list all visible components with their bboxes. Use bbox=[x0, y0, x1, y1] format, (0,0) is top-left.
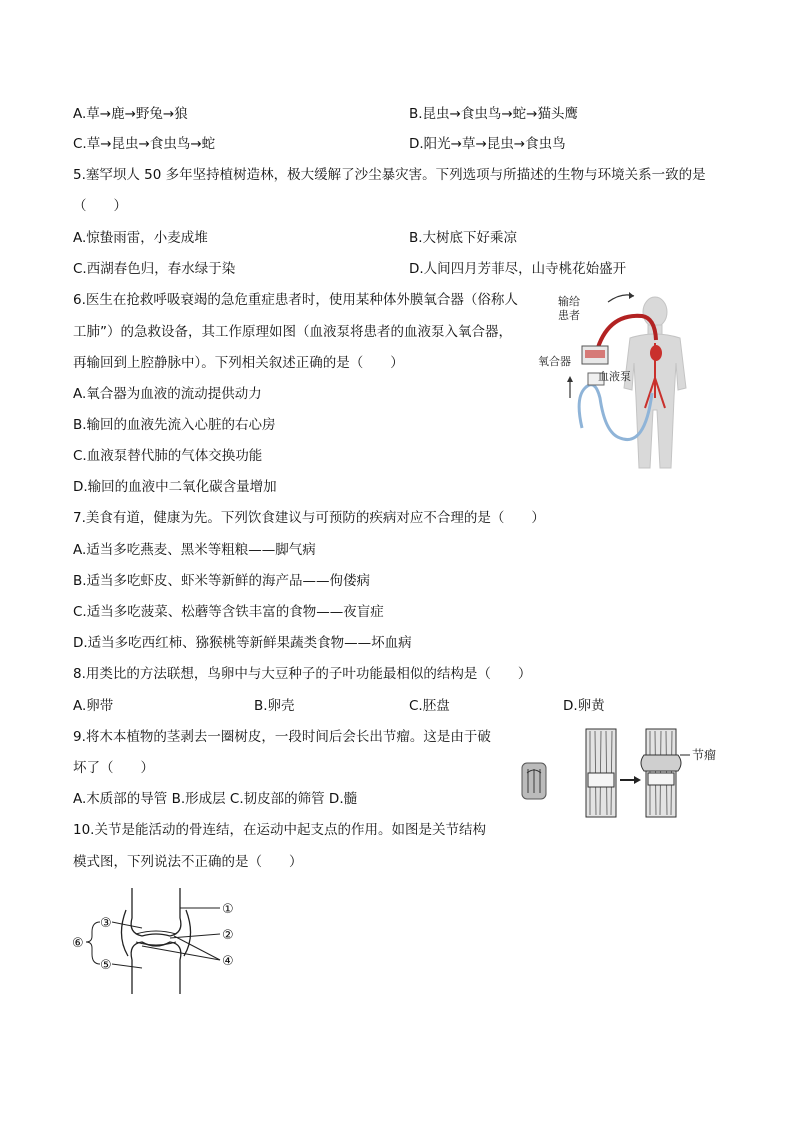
girdled-stem-before bbox=[586, 729, 616, 817]
q9-options: A.木质部的导管 B.形成层 C.韧皮部的筛管 D.髓 bbox=[73, 791, 358, 807]
q10-stem-line1: 10.关节是能活动的骨连结，在运动中起支点的作用。如图是关节结构 bbox=[73, 822, 486, 838]
joint-label-1: ① bbox=[222, 902, 234, 917]
q8-option-d: D.卵黄 bbox=[563, 698, 605, 714]
q8-stem: 8.用类比的方法联想，鸟卵中与大豆种子的子叶功能最相似的结构是（ ） bbox=[73, 666, 532, 682]
ecmo-label-return-line2: 患者 bbox=[558, 309, 580, 322]
q9-stem-line2: 坏了（ ） bbox=[73, 760, 154, 776]
joint-label-4: ④ bbox=[222, 954, 234, 969]
q5-option-b: B.大树底下好乘凉 bbox=[409, 230, 518, 246]
q8-option-b: B.卵壳 bbox=[254, 698, 295, 714]
q4-option-a: A.草→鹿→野兔→狼 bbox=[73, 106, 188, 122]
stem-cross-section-icon bbox=[522, 763, 546, 799]
q6-option-b: B.输回的血液先流入心脏的右心房 bbox=[73, 417, 276, 433]
ecmo-diagram bbox=[530, 288, 710, 470]
joint-label-3: ③ bbox=[100, 916, 112, 931]
q6-stem-line1: 6.医生在抢救呼吸衰竭的急危重症患者时，使用某种体外膜氧合器（俗称人 bbox=[73, 292, 518, 308]
q7-option-a: A.适当多吃燕麦、黑米等粗粮——脚气病 bbox=[73, 542, 316, 558]
joint-label-5: ⑤ bbox=[100, 958, 112, 973]
q5-option-a: A.惊蛰雨雷，小麦成堆 bbox=[73, 230, 208, 246]
q6-stem-line2: 工肺”）的急救设备，其工作原理如图（血液泵将患者的血液泵入氧合器， bbox=[73, 324, 512, 340]
q6-option-d: D.输回的血液中二氧化碳含量增加 bbox=[73, 479, 277, 495]
q5-stem-line2: （ ） bbox=[73, 198, 127, 214]
q4-option-b: B.昆虫→食虫鸟→蛇→猫头鹰 bbox=[409, 106, 578, 122]
q4-option-d: D.阳光→草→昆虫→食虫鸟 bbox=[409, 136, 566, 152]
q7-stem: 7.美食有道，健康为先。下列饮食建议与可预防的疾病对应不合理的是（ ） bbox=[73, 510, 545, 526]
q5-option-c: C.西湖春色归，春水绿于染 bbox=[73, 261, 236, 277]
joint-label-6: ⑥ bbox=[72, 936, 84, 951]
q6-option-a: A.氧合器为血液的流动提供动力 bbox=[73, 386, 262, 402]
q6-option-c: C.血液泵替代肺的气体交换功能 bbox=[73, 448, 263, 464]
ecmo-label-oxygenator: 氧合器 bbox=[538, 355, 571, 368]
q5-stem-line1: 5.塞罕坝人 50 多年坚持植树造林，极大缓解了沙尘暴灾害。下列选项与所描述的生物与环境关系一致的是 bbox=[73, 167, 706, 183]
nodule-label: 节瘤 bbox=[692, 748, 717, 762]
q7-option-c: C.适当多吃菠菜、松蘑等含铁丰富的食物——夜盲症 bbox=[73, 604, 384, 620]
q5-option-d: D.人间四月芳菲尽，山寺桃花始盛开 bbox=[409, 261, 627, 277]
tree-stem-girdle-figure bbox=[518, 725, 728, 825]
q6-stem-line3: 再输回到上腔静脉中）。下列相关叙述正确的是（ ） bbox=[73, 355, 404, 371]
ecmo-label-return-line1: 输给 bbox=[558, 295, 580, 308]
joint-label-2: ② bbox=[222, 928, 234, 943]
q4-option-c: C.草→昆虫→食虫鸟→蛇 bbox=[73, 136, 216, 152]
ecmo-label-pump: 血液泵 bbox=[598, 370, 631, 383]
girdled-stem-after bbox=[641, 729, 681, 817]
q8-option-a: A.卵带 bbox=[73, 698, 114, 714]
q10-stem-line2: 模式图，下列说法不正确的是（ ） bbox=[73, 854, 303, 870]
q9-stem-line1: 9.将木本植物的茎剥去一圈树皮，一段时间后会长出节瘤。这是由于破 bbox=[73, 729, 491, 745]
q7-option-d: D.适当多吃西红柿、猕猴桃等新鲜果蔬类食物——坏血病 bbox=[73, 635, 412, 651]
joint-structure-diagram bbox=[72, 888, 252, 994]
q7-option-b: B.适当多吃虾皮、虾米等新鲜的海产品——佝偻病 bbox=[73, 573, 371, 589]
q8-option-c: C.胚盘 bbox=[409, 698, 450, 714]
